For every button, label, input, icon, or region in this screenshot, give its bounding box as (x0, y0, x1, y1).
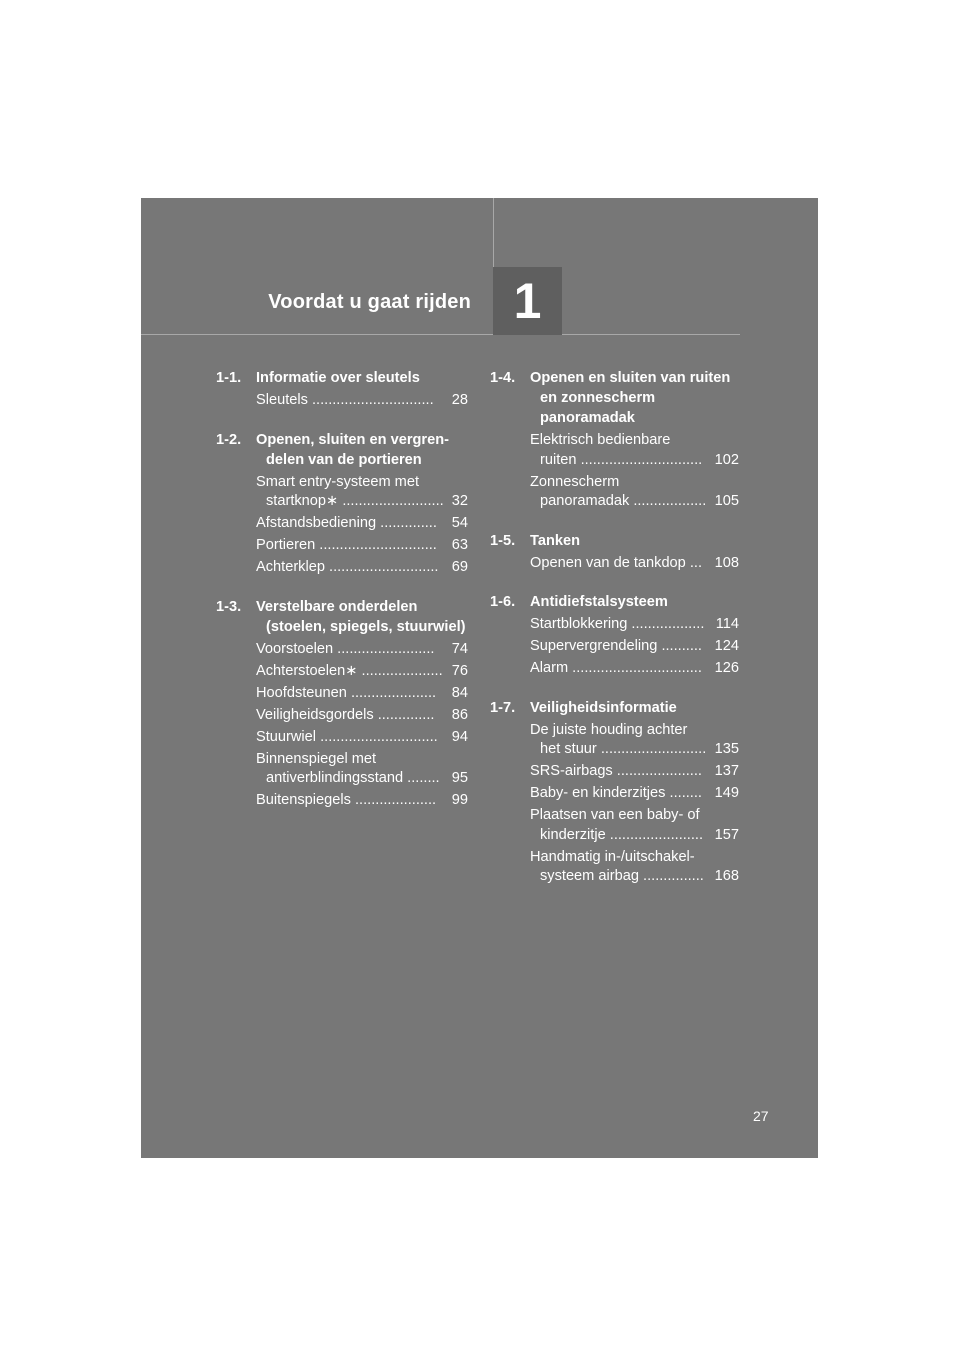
entry-title-wrap (530, 431, 709, 470)
entry-title-wrap (256, 391, 446, 411)
entry-title-wrap (530, 806, 709, 845)
entry-title-wrap (256, 706, 446, 726)
entry-title: Hoofdsteunen (256, 684, 347, 701)
entry-page-number: 102 (714, 451, 739, 468)
dot-leader: ......................... (342, 493, 444, 509)
entry-page-number: 157 (714, 826, 739, 843)
entry-title-wrap (530, 848, 709, 887)
toc-entry[interactable] (256, 750, 468, 789)
entry-page-number: 114 (715, 616, 739, 632)
toc-entry[interactable] (530, 762, 739, 782)
toc-entry[interactable] (256, 536, 468, 556)
toc-section (490, 531, 739, 574)
entry-title-wrap (256, 558, 446, 578)
entry-title: Binnenspiegel met antiverblindingsstand (256, 750, 404, 786)
section-heading[interactable] (490, 531, 739, 551)
section-title: Veiligheidsinformatie (530, 699, 677, 716)
chapter-title: Voordat u gaat rijden (268, 291, 471, 313)
entry-title: Achterklep (256, 559, 325, 575)
chapter-number-box (493, 267, 562, 335)
entry-title: Veiligheidsgordels (256, 706, 374, 723)
entry-title: Supervergrendeling (530, 638, 658, 654)
entry-title: Startblokkering (530, 616, 628, 632)
horizontal-divider (141, 334, 740, 335)
section-title: Openen, sluiten en vergren-delen van de portieren (256, 431, 450, 468)
entry-page-number: 32 (451, 493, 468, 509)
toc-entry[interactable] (256, 391, 468, 411)
entry-title-wrap (256, 662, 446, 682)
chapter-panel (141, 198, 818, 1158)
entry-title-wrap (256, 684, 446, 704)
entry-page-number: 149 (714, 785, 739, 801)
entry-title: De juiste houding achter het stuur (530, 721, 688, 757)
entry-title: Elektrisch bedienbare ruiten (530, 432, 671, 468)
entry-title-wrap (256, 473, 446, 512)
section-heading[interactable] (216, 368, 468, 388)
entry-title: Smart entry-systeem met startknop∗ (256, 473, 419, 509)
entry-page-number: 76 (451, 662, 468, 679)
dot-leader: ............... (643, 868, 704, 884)
entry-title: Zonnescherm panoramadak (530, 473, 630, 509)
entry-page-number: 69 (451, 559, 468, 575)
dot-leader: .................. (631, 616, 705, 632)
dot-leader: ... (689, 554, 703, 571)
section-heading[interactable] (490, 368, 739, 428)
entry-title: Plaatsen van een baby- of kinderzitje (530, 807, 700, 843)
chapter-number: 1 (513, 273, 542, 329)
dot-leader: ............................. (319, 537, 437, 553)
dot-leader: ....................... (609, 826, 704, 843)
toc-section (490, 592, 739, 679)
dot-leader: .............. (377, 706, 435, 723)
entry-page-number: 95 (451, 770, 468, 786)
entry-title-wrap (530, 637, 709, 657)
entry-title-wrap (530, 784, 709, 804)
entry-page-number: 54 (451, 515, 468, 531)
entry-title: Openen van de tankdop (530, 554, 686, 571)
entry-title-wrap (530, 659, 709, 679)
page-number: 27 (753, 1108, 769, 1124)
toc-entry[interactable] (530, 721, 739, 760)
entry-title-wrap (530, 721, 709, 760)
dot-leader: .......................... (600, 741, 707, 757)
entry-page-number: 135 (714, 741, 739, 757)
section-title: Verstelbare onderdelen (stoelen, spiegels, stuurwiel) (256, 598, 466, 635)
entry-page-number: 74 (451, 640, 468, 657)
dot-leader: ..................... (350, 684, 437, 701)
dot-leader: .................... (361, 662, 443, 679)
dot-leader: .............. (380, 515, 437, 531)
entry-title-wrap (530, 473, 709, 512)
section-heading[interactable] (216, 597, 468, 637)
toc-entry[interactable] (530, 848, 739, 887)
dot-leader: ................................ (572, 660, 702, 676)
entry-page-number: 168 (714, 868, 739, 884)
entry-title: Voorstoelen (256, 640, 334, 657)
section-number: 1-5. (490, 532, 516, 549)
toc-entry[interactable] (530, 659, 739, 679)
entry-title: Sleutels (256, 392, 308, 408)
section-title: Tanken (530, 532, 581, 549)
entry-title: Handmatig in-/uitschakel-systeem airbag (530, 848, 695, 884)
dot-leader: .......... (661, 638, 702, 654)
dot-leader: ........ (669, 785, 702, 801)
toc-entry[interactable] (530, 554, 739, 574)
entry-title: Buitenspiegels (256, 792, 351, 808)
section-number: 1-7. (490, 699, 516, 716)
dot-leader: .............................. (580, 451, 703, 468)
toc-entry[interactable] (530, 784, 739, 804)
entry-page-number: 99 (451, 792, 468, 808)
toc-entry[interactable] (256, 640, 468, 660)
toc-entry[interactable] (530, 637, 739, 657)
toc-entry[interactable] (530, 431, 739, 470)
toc-entry[interactable] (256, 706, 468, 726)
entry-title: Baby- en kinderzitjes (530, 785, 666, 801)
entry-title: Afstandsbediening (256, 515, 377, 531)
entry-title-wrap (530, 615, 710, 635)
entry-page-number: 137 (714, 763, 739, 779)
section-number: 1-4. (490, 370, 516, 386)
entry-page-number: 124 (714, 638, 739, 654)
entry-title: Achterstoelen∗ (256, 662, 358, 679)
toc-section (216, 368, 468, 411)
toc-entry[interactable] (530, 615, 739, 635)
section-number: 1-1. (216, 370, 242, 386)
entry-page-number: 28 (451, 392, 468, 408)
section-number: 1-6. (490, 594, 516, 610)
entry-page-number: 94 (451, 728, 468, 745)
section-heading[interactable] (490, 592, 739, 612)
entry-title-wrap (256, 536, 446, 556)
entry-title-wrap (256, 640, 446, 660)
entry-title-wrap (256, 728, 446, 748)
section-number: 1-3. (216, 598, 242, 615)
toc-entry[interactable] (256, 728, 468, 748)
entry-title-wrap (530, 554, 709, 574)
entry-page-number: 105 (714, 493, 739, 509)
entry-page-number: 63 (451, 537, 468, 553)
entry-title: Alarm (530, 660, 569, 676)
toc-entry[interactable] (530, 473, 739, 512)
vertical-divider (493, 198, 494, 268)
entry-title-wrap (530, 762, 709, 782)
entry-title-wrap (256, 514, 446, 534)
dot-leader: ..................... (616, 763, 702, 779)
toc-entry[interactable] (256, 684, 468, 704)
dot-leader: .................. (633, 493, 707, 509)
toc-entry[interactable] (256, 473, 468, 512)
entry-title-wrap (256, 791, 446, 811)
section-heading[interactable] (490, 698, 739, 718)
toc-entry[interactable] (256, 558, 468, 578)
entry-title: SRS-airbags (530, 763, 613, 779)
dot-leader: ........................ (337, 640, 435, 657)
section-title: Openen en sluiten van ruiten en zonnescherm panoramadak (530, 370, 731, 426)
section-title: Informatie over sleutels (256, 370, 420, 386)
dot-leader: .............................. (311, 392, 434, 408)
entry-page-number: 108 (714, 554, 739, 571)
entry-page-number: 84 (451, 684, 468, 701)
toc-entry[interactable] (256, 662, 468, 682)
dot-leader: ............................. (320, 728, 438, 745)
toc-section (490, 698, 739, 887)
entry-title-wrap (256, 750, 446, 789)
section-heading[interactable] (216, 430, 468, 470)
toc-left-column (216, 368, 468, 830)
section-number: 1-2. (216, 431, 242, 448)
toc-section (216, 430, 468, 578)
toc-right-column (490, 368, 739, 906)
toc-entry[interactable] (256, 514, 468, 534)
toc-entry[interactable] (530, 806, 739, 845)
section-title: Antidiefstalsysteem (530, 594, 668, 610)
dot-leader: ........ (407, 770, 440, 786)
toc-entry[interactable] (256, 791, 468, 811)
dot-leader: .................... (355, 792, 437, 808)
entry-page-number: 86 (451, 706, 468, 723)
toc-section (490, 368, 739, 512)
entry-title: Stuurwiel (256, 728, 317, 745)
dot-leader: ........................... (329, 559, 439, 575)
toc-section (216, 597, 468, 811)
entry-title: Portieren (256, 537, 316, 553)
entry-page-number: 126 (714, 660, 739, 676)
